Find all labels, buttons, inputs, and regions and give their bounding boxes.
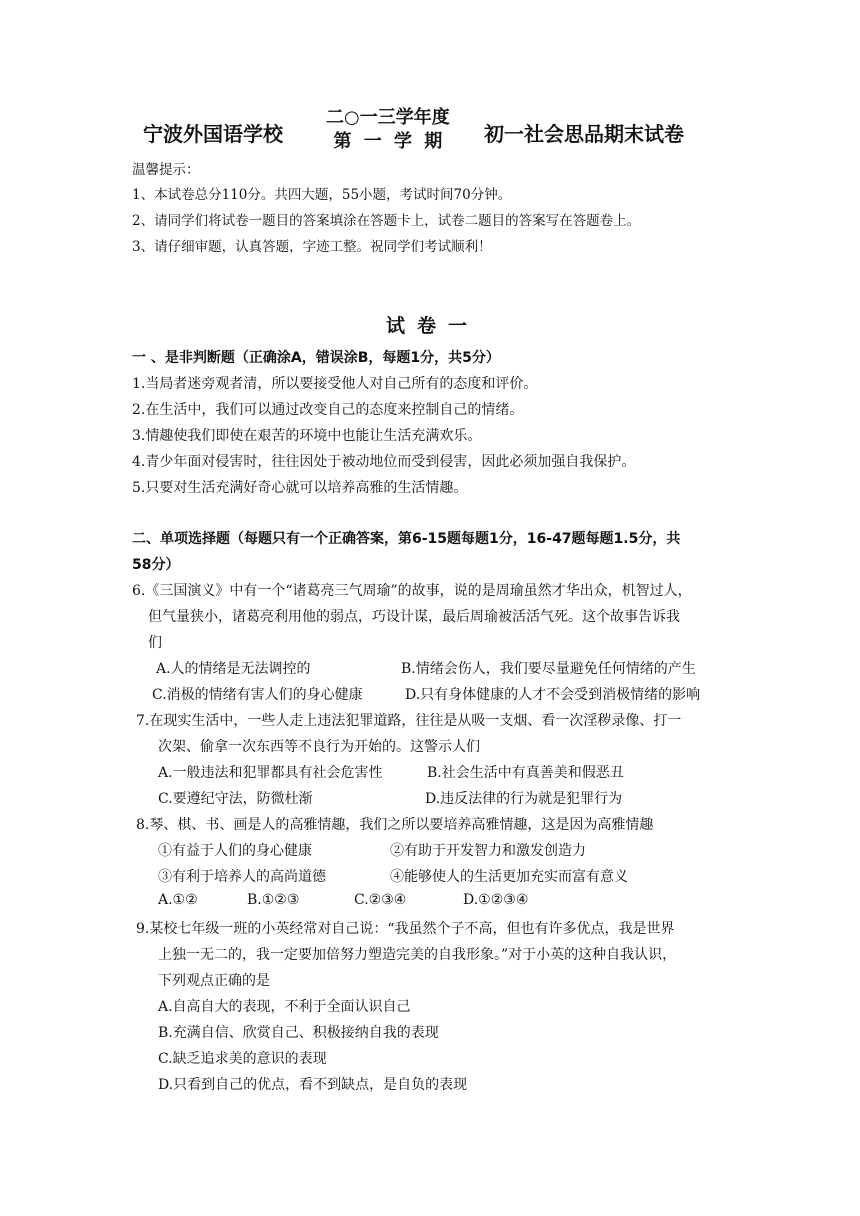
exam-title: 初一社会思品期末试卷 bbox=[484, 122, 684, 146]
q6-option-c: C.消极的情绪有害人们的身心健康 bbox=[152, 687, 363, 703]
q7-option-b: B.社会生活中有真善美和假恶丑 bbox=[427, 765, 624, 781]
q9-stem: 上独一无二的，我一定要加倍努力塑造完美的自我形象。”对于小英的这种自我认识， bbox=[158, 947, 677, 963]
q9-stem: 9.某校七年级一班的小英经常对自己说：“我虽然个子不高，但也有许多优点，我是世界 bbox=[136, 921, 675, 937]
q8-option-b: B.①②③ bbox=[247, 892, 300, 908]
q6-stem: 6.《三国演义》中有一个“诸葛亮三气周瑜”的故事，说的是周瑜虽然才华出众，机智过人， bbox=[132, 583, 692, 599]
q7-stem: 次架、偷拿一次东西等不良行为开始的。这警示人们 bbox=[158, 739, 480, 755]
q6-stem: 但气量狭小，诸葛亮利用他的弱点，巧设计谋，最后周瑜被活活气死。这个故事告诉我 bbox=[148, 609, 680, 625]
q8-statement: ②有助于开发智力和激发创造力 bbox=[390, 843, 586, 859]
q9-option-c: C.缺乏追求美的意识的表现 bbox=[158, 1051, 327, 1067]
tip-item: 3、请仔细审题，认真答题，字迹工整。祝同学们考试顺利！ bbox=[132, 239, 492, 255]
q8-option-a: A.①② bbox=[158, 892, 198, 908]
q9-option-b: B.充满自信、欣赏自己、积极接纳自我的表现 bbox=[158, 1025, 439, 1041]
q8-statement: ③有利于培养人的高尚道德 bbox=[158, 869, 326, 885]
q8-statement: ④能够使人的生活更加充实而富有意义 bbox=[390, 869, 628, 885]
tip-item: 2、请同学们将试卷一题目的答案填涂在答题卡上，试卷二题目的答案写在答题卷上。 bbox=[132, 213, 641, 229]
q9-stem: 下列观点正确的是 bbox=[158, 973, 270, 989]
judgement-item: 2.在生活中，我们可以通过改变自己的态度来控制自己的情绪。 bbox=[132, 402, 524, 418]
q7-option-a: A.一般违法和犯罪都具有社会危害性 bbox=[158, 765, 383, 781]
tips-label: 温馨提示： bbox=[132, 162, 200, 178]
judgement-item: 1.当局者迷旁观者清，所以要接受他人对自己所有的态度和评价。 bbox=[132, 376, 538, 392]
school-year bbox=[326, 106, 450, 154]
q7-option-d: D.违反法律的行为就是犯罪行为 bbox=[425, 791, 623, 807]
q8-statement: ①有益于人们的身心健康 bbox=[158, 843, 312, 859]
paper-title: 试卷一 bbox=[386, 315, 480, 337]
q8-stem: 8.琴、棋、书、画是人的高雅情趣，我们之所以要培养高雅情趣，这是因为高雅情趣 bbox=[136, 817, 654, 833]
q6-option-a: A.人的情绪是无法调控的 bbox=[156, 661, 311, 677]
school-name: 宁波外国语学校 bbox=[143, 122, 283, 146]
q9-option-a: A.自高自大的表现，不利于全面认识自己 bbox=[158, 999, 411, 1015]
school-year-line1: 二○一三学年度 bbox=[326, 107, 450, 128]
q8-option-d: D.①②③④ bbox=[463, 892, 529, 908]
judgement-item: 5.只要对生活充满好奇心就可以培养高雅的生活情趣。 bbox=[132, 480, 468, 496]
q6-stem: 们 bbox=[148, 635, 162, 651]
tip-item: 1、本试卷总分110分。共四大题，55小题，考试时间70分钟。 bbox=[132, 187, 512, 203]
section2-heading-line1: 二、单项选择题（每题只有一个正确答案，第6-15题每题1分，16-47题每题1.5分，共 bbox=[132, 531, 681, 547]
judgement-item: 3.情趣使我们即使在艰苦的环境中也能让生活充满欢乐。 bbox=[132, 428, 482, 444]
q7-option-c: C.要遵纪守法，防微杜渐 bbox=[158, 791, 313, 807]
section1-heading: 一 、是非判断题（正确涂A，错误涂B，每题1分，共5分） bbox=[132, 350, 500, 366]
q7-stem: 7.在现实生活中，一些人走上违法犯罪道路，往往是从吸一支烟、看一次淫秽录像、打一 bbox=[136, 713, 682, 729]
school-year-line2: 第 一 学 期 bbox=[333, 131, 443, 152]
q6-option-d: D.只有身体健康的人才不会受到消极情绪的影响 bbox=[405, 687, 701, 703]
section2-heading-line2: 58分） bbox=[132, 557, 180, 573]
q6-option-b: B.情绪会伤人，我们要尽量避免任何情绪的产生 bbox=[401, 661, 696, 677]
q8-option-c: C.②③④ bbox=[354, 892, 407, 908]
q9-option-d: D.只看到自己的优点，看不到缺点，是自负的表现 bbox=[158, 1077, 468, 1093]
judgement-item: 4.青少年面对侵害时，往往因处于被动地位而受到侵害，因此必须加强自我保护。 bbox=[132, 454, 636, 470]
